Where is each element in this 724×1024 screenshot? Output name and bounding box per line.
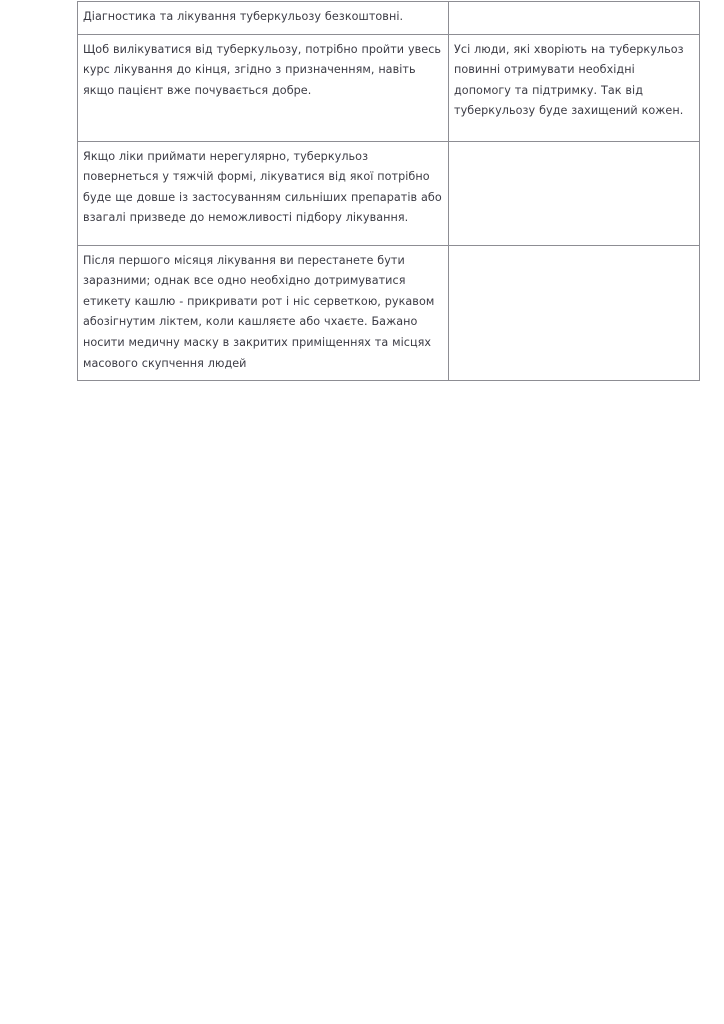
- cell-text: Щоб вилікуватися від туберкульозу, потрібно пройти увесь курс лікування до кінця, згідно з призначенням, навіть якщо пацієнт вже почувається добре.: [83, 42, 442, 97]
- table-cell-left[interactable]: [78, 2, 449, 35]
- table-cell-right[interactable]: [449, 34, 700, 141]
- cell-text: Діагностика та лікування туберкульозу безкоштовні.: [83, 10, 404, 23]
- table-row: [78, 2, 700, 35]
- table-row: [78, 34, 700, 141]
- cell-text: Якщо ліки приймати нерегулярно, туберкульоз повернеться у тяжчій формі, лікуватися від якої потрібно буде ще довше із застосуванням сильніших препаратів або взагалі призведе до неможливості підбору лікування.: [83, 149, 442, 225]
- cell-text: Після першого місяця лікування ви перестанете бути заразними; однак все одно необхідно дотримуватися етикету кашлю - прикривати рот і ніс серветкою, рукавом абозігнутим ліктем, коли кашляєте або чхаєте. Бажано носити медичну маску в закритих приміщеннях та місцях масового скупчення людей: [83, 253, 435, 370]
- table-row: [78, 141, 700, 245]
- table-cell-left[interactable]: [78, 141, 449, 245]
- cell-text: [454, 251, 694, 252]
- table-cell-right[interactable]: [449, 2, 700, 35]
- table-body: [78, 2, 700, 381]
- table-cell-left[interactable]: [78, 34, 449, 141]
- tuberculosis-treatment-table: [77, 1, 700, 381]
- table-row: [78, 245, 700, 381]
- table-cell-right[interactable]: [449, 245, 700, 381]
- cell-text: [454, 147, 694, 148]
- cell-text: [454, 7, 694, 8]
- cell-text: Усі люди, які хворіють на туберкульоз повинні отримувати необхідні допомогу та підтримку. Так від туберкульозу буде захищений кожен.: [454, 42, 684, 118]
- table-cell-right[interactable]: [449, 141, 700, 245]
- table-cell-left[interactable]: [78, 245, 449, 381]
